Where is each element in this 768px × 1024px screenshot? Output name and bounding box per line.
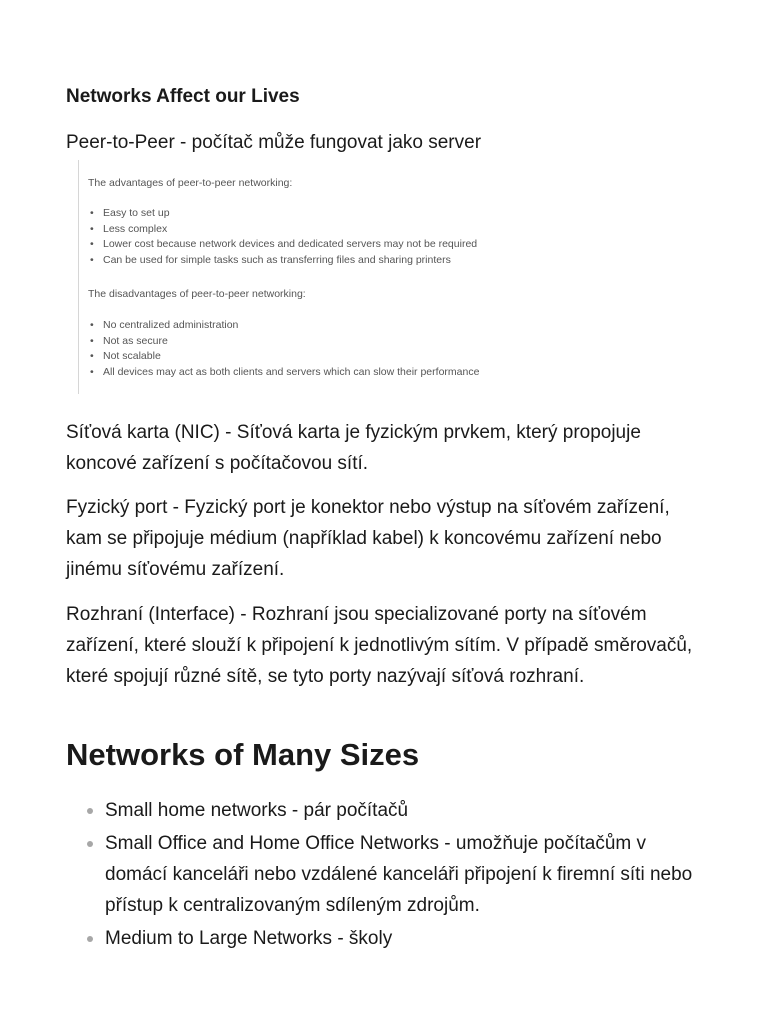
- advantages-list: [88, 206, 477, 268]
- disadvantages-heading: The disadvantages of peer-to-peer networking:: [88, 288, 306, 300]
- peer-to-peer-line: Peer-to-Peer - počítač může fungovat jako server: [66, 132, 482, 153]
- advantage-item: • Lower cost because network devices and dedicated servers may not be required: [88, 237, 477, 253]
- peer-to-peer-figure: [78, 160, 529, 394]
- advantage-item: • Can be used for simple tasks such as transferring files and sharing printers: [88, 253, 477, 269]
- disadvantage-item: • No centralized administration: [88, 318, 479, 334]
- advantages-heading: The advantages of peer-to-peer networking:: [88, 177, 293, 189]
- sizes-title: Networks of Many Sizes: [66, 737, 420, 772]
- list-item: Medium to Large Networks - školy: [66, 923, 706, 954]
- physical-port-paragraph: Fyzický port - Fyzický port je konektor nebo výstup na síťovém zařízení, kam se připojuje médium (například kabel) k koncovému zařízení nebo jinému síťovému zařízení.: [66, 497, 670, 580]
- list-item: Small home networks - pár počítačů: [66, 795, 706, 826]
- nic-paragraph: Síťová karta (NIC) - Síťová karta je fyzickým prvkem, který propojuje koncové zařízení s počítačovou sítí.: [66, 422, 641, 474]
- section-title: Networks Affect our Lives: [66, 86, 300, 107]
- advantage-item: • Less complex: [88, 222, 477, 238]
- disadvantage-item: • All devices may act as both clients and servers which can slow their performance: [88, 365, 479, 381]
- list-item: Small Office and Home Office Networks - umožňuje počítačům v domácí kanceláři nebo vzdálené kanceláři připojení k firemní síti nebo přístup k centralizovaným sdíleným zdrojům.: [66, 828, 706, 921]
- interface-paragraph: Rozhraní (Interface) - Rozhraní jsou specializované porty na síťovém zařízení, které slouží k připojení k jednotlivým sítím. V případě směrovačů, které spojují různé sítě, se tyto porty nazývají síťová rozhraní.: [66, 604, 693, 687]
- network-sizes-list: [66, 795, 706, 956]
- disadvantage-item: • Not as secure: [88, 334, 479, 350]
- disadvantages-list: [88, 318, 479, 380]
- advantage-item: • Easy to set up: [88, 206, 477, 222]
- disadvantage-item: • Not scalable: [88, 349, 479, 365]
